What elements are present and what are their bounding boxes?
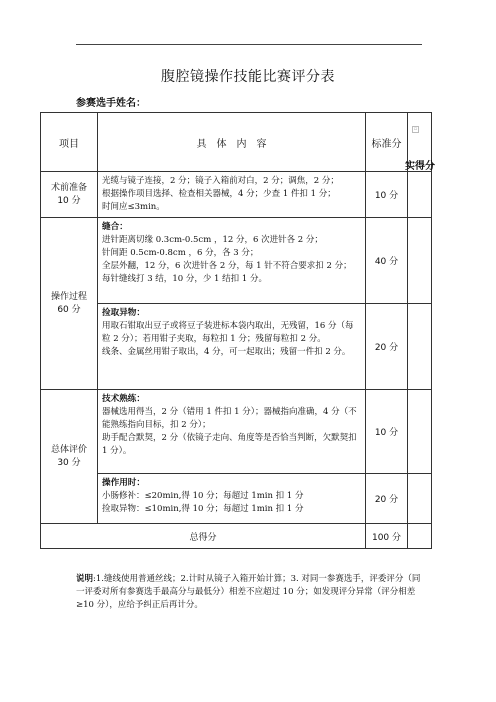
prep-category-name: 术前准备 (50, 182, 87, 193)
time-standard: 20 分 (366, 474, 408, 524)
overall-category-name: 总体评价 (50, 444, 87, 455)
note-text: :1.缝线使用普通丝线；2.计时从镜子入箱开始计算；3. 对同一参赛选手，评委评分（同一评委对所有参赛选手最高分与最低分）相差不应超过 10 分；如发现评分异常（评分相差≥10 分），应给予纠正后再计分。 (76, 574, 421, 611)
process-category (41, 218, 98, 390)
prep-line: 时间应≤3min。 (102, 202, 165, 212)
skill-line: 器械选用得当，2 分（错用 1 件扣 1 分）；器械指向准确，4 分（不能熟练指向目标，扣 2 分）； (102, 407, 357, 431)
prep-category-points: 10 分 (57, 195, 81, 206)
skill-subtitle: 技术熟练： (102, 394, 145, 404)
skill-row (41, 390, 432, 474)
note (76, 573, 424, 613)
skill-actual (408, 390, 432, 474)
prep-row (41, 172, 432, 218)
total-row (41, 524, 432, 549)
prep-content (98, 172, 366, 218)
prep-line: 根据操作项目选择、检查相关器械，4 分；少查 1 件扣 1 分； (102, 189, 336, 199)
prep-standard: 10 分 (366, 172, 408, 218)
suture-line: 进针距离切缘 0.3cm-0.5cm ，12 分，6 次进针各 2 分； (102, 235, 323, 246)
foreign-subtitle: 捡取异物： (102, 308, 145, 318)
total-label: 总得分 (41, 524, 366, 549)
skill-line: 助手配合默契，2 分（依镜子走向、角度等是否恰当判断，欠默契扣 1 分）。 (102, 433, 357, 457)
prep-line: 光缆与镜子连接，2 分；镜子入箱前对白，2 分；调焦，2 分； (102, 176, 339, 186)
overall-category-points: 30 分 (57, 457, 81, 468)
skill-content (98, 390, 366, 474)
page-title: 腹腔镜操作技能比赛评分表 (161, 69, 335, 85)
header-actual: 实得分 (405, 161, 435, 172)
suture-subtitle: 缝合： (102, 222, 128, 232)
foreign-standard: 20 分 (366, 304, 408, 390)
foreign-row (41, 304, 432, 390)
foreign-actual (408, 304, 432, 390)
time-row (41, 474, 432, 524)
total-actual (408, 524, 432, 549)
time-line: 小肠修补：≤20min,得 10 分；每超过 1min 扣 1 分 (102, 491, 304, 502)
suture-line: 全层外翻，12 分，6 次进针各 2 分，每 1 针不符合要求扣 2 分； (102, 261, 352, 272)
foreign-line: 线条、金属丝用钳子取出，4 分，可一起取出；残留一件扣 2 分。 (102, 347, 351, 358)
time-content (98, 474, 366, 524)
overall-category (41, 390, 98, 524)
header-actual-cell (405, 113, 435, 172)
process-category-points: 60 分 (57, 304, 81, 315)
suture-line: 每针缝线打 3 结，10 分，少 1 结扣 1 分。 (102, 274, 267, 285)
time-actual (408, 474, 432, 524)
header-row (41, 113, 432, 172)
suture-standard: 40 分 (366, 218, 408, 304)
header-item: 项目 (41, 113, 98, 172)
suture-line: 针间距 0.5cm-0.8cm ，6 分，各 3 分； (102, 248, 259, 259)
suture-content (98, 218, 366, 304)
skill-standard: 10 分 (366, 390, 408, 474)
score-table (40, 112, 435, 549)
time-subtitle: 操作用时： (102, 478, 145, 488)
process-category-name: 操作过程 (50, 291, 87, 302)
suture-actual (408, 218, 432, 304)
note-label: 说明 (76, 574, 94, 584)
header-rule (76, 44, 422, 45)
prep-actual (408, 172, 432, 218)
foreign-content (98, 304, 366, 390)
contestant-name-label: 参赛选手姓名： (76, 98, 146, 109)
header-standard: 标准分 (366, 113, 408, 172)
prep-category (41, 172, 98, 218)
time-line: 捡取异物：≤10min,得 10 分；每超过 1min 扣 1 分 (102, 504, 304, 515)
total-standard: 100 分 (366, 524, 408, 549)
header-content: 具 体 内 容 (98, 113, 366, 172)
suture-row (41, 218, 432, 304)
foreign-line: 用取石钳取出豆子或将豆子装进标本袋内取出，无残留，16 分（每粒 2 分）；若用钳子夹取，每粒扣 1 分；残留每粒扣 2 分。 (102, 321, 354, 345)
image-placeholder-icon: ▫ (413, 126, 418, 132)
